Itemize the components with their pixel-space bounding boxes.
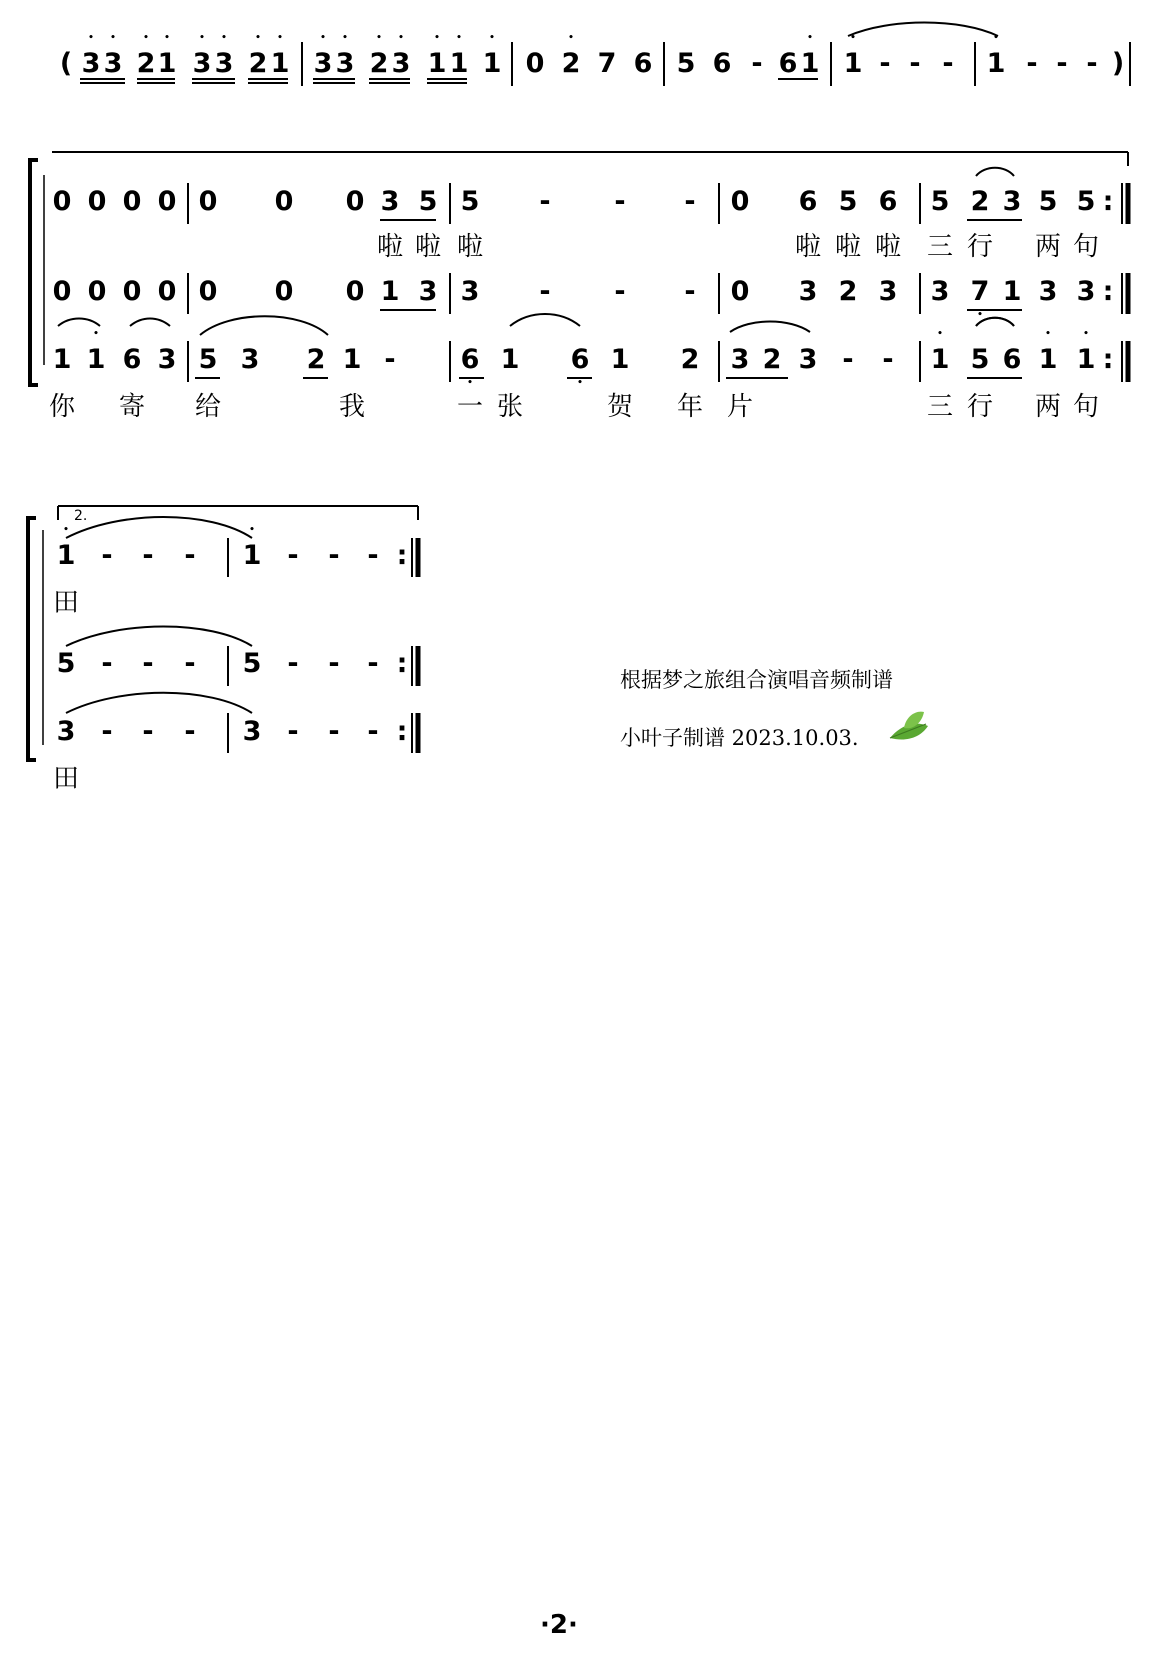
- note: 0: [122, 186, 142, 217]
- note: 6: [798, 186, 818, 217]
- note: 3: [1038, 276, 1058, 307]
- note: -: [142, 540, 154, 571]
- lyric: 啦: [874, 232, 902, 262]
- note: -: [367, 716, 379, 747]
- repeat-sign: :: [1102, 276, 1114, 307]
- note: 0: [274, 186, 294, 217]
- note: 6: [878, 186, 898, 217]
- note: 0: [274, 276, 294, 307]
- note: 1: [1002, 276, 1022, 307]
- note: 3: [157, 344, 177, 375]
- lyric: 片: [726, 392, 754, 422]
- note: • 2: [249, 48, 268, 80]
- lyric: 三: [926, 392, 954, 422]
- note: 1: [500, 344, 520, 375]
- lyric: 句: [1072, 392, 1100, 422]
- note: • 1: [1039, 344, 1058, 376]
- note: 3: [242, 716, 262, 747]
- note: 3: [798, 276, 818, 307]
- note: 3: [930, 276, 950, 307]
- note: 3: [460, 276, 480, 307]
- note: 6: [122, 344, 142, 375]
- note: 0: [87, 276, 107, 307]
- note: • 2: [562, 48, 581, 80]
- note: -: [142, 716, 154, 747]
- lyric: 两: [1034, 232, 1062, 262]
- note: 5: [1076, 186, 1096, 217]
- note: -: [879, 48, 891, 79]
- note: -: [184, 648, 196, 679]
- note: -: [614, 186, 626, 217]
- note: • 1: [801, 48, 820, 80]
- page-number: ·2·: [540, 1610, 578, 1640]
- volta-label: 2.: [74, 508, 88, 524]
- lyric: 两: [1034, 392, 1062, 422]
- note: 6: [633, 48, 653, 79]
- note: • 1: [271, 48, 290, 80]
- note: 3: [418, 276, 438, 307]
- note: 0: [157, 276, 177, 307]
- note: -: [384, 344, 396, 375]
- note: 0: [730, 186, 750, 217]
- leaf-icon: [890, 712, 928, 740]
- note: 6: [778, 48, 798, 79]
- lyric: 张: [496, 392, 524, 422]
- note: 3: [56, 716, 76, 747]
- note: 5: [418, 186, 438, 217]
- note: 7: [597, 48, 617, 79]
- lyric: 三: [926, 232, 954, 262]
- note: • 1: [931, 344, 950, 376]
- lyric: 你: [48, 392, 76, 422]
- note: -: [328, 716, 340, 747]
- note: • 1: [428, 48, 447, 80]
- repeat-sign: :: [396, 648, 408, 679]
- note: 0: [730, 276, 750, 307]
- credits-source: 根据梦之旅组合演唱音频制谱: [620, 668, 893, 692]
- note: -: [614, 276, 626, 307]
- note: 5: [56, 648, 76, 679]
- note: • 2: [370, 48, 389, 80]
- note: -: [1086, 48, 1098, 79]
- note: • 1: [987, 48, 1006, 80]
- note: -: [287, 648, 299, 679]
- repeat-sign: :: [1102, 344, 1114, 375]
- note: 6: [1002, 344, 1022, 375]
- note: • 3: [82, 48, 101, 80]
- note: -: [909, 48, 921, 79]
- note: 0: [198, 186, 218, 217]
- lyric: 贺: [606, 392, 634, 422]
- note: -: [539, 186, 551, 217]
- lyric: 年: [676, 392, 704, 422]
- note: • 3: [314, 48, 333, 80]
- note: -: [287, 716, 299, 747]
- note: -: [367, 648, 379, 679]
- note: 5: [930, 186, 950, 217]
- note: 6: [712, 48, 732, 79]
- note: -: [751, 48, 763, 79]
- note: 0: [52, 276, 72, 307]
- lyric: 给: [194, 392, 222, 422]
- note: • 1: [243, 540, 262, 572]
- note: 3: [240, 344, 260, 375]
- note: -: [184, 540, 196, 571]
- lyric: 啦: [834, 232, 862, 262]
- note: 5: [460, 186, 480, 217]
- note: 5: [242, 648, 262, 679]
- lyric: 啦: [414, 232, 442, 262]
- note: • 2: [137, 48, 156, 80]
- note: -: [1056, 48, 1068, 79]
- intro-close-paren: ): [1111, 48, 1125, 79]
- lyric: 句: [1072, 232, 1100, 262]
- lyric: 我: [338, 392, 366, 422]
- note: -: [184, 716, 196, 747]
- lyric: 田: [52, 764, 80, 794]
- note: -: [367, 540, 379, 571]
- note: -: [539, 276, 551, 307]
- credits-author: 小叶子制谱 2023.10.03.: [620, 726, 859, 750]
- lyric: 行: [966, 392, 994, 422]
- note: 0: [345, 276, 365, 307]
- note: 0: [157, 186, 177, 217]
- note: • 1: [87, 344, 106, 376]
- note: 1: [380, 276, 400, 307]
- note: 0: [525, 48, 545, 79]
- note: • 3: [336, 48, 355, 80]
- note: • 3: [193, 48, 212, 80]
- note: 0: [198, 276, 218, 307]
- repeat-sign: :: [396, 540, 408, 571]
- note: -: [328, 648, 340, 679]
- note: -: [142, 648, 154, 679]
- note: -: [328, 540, 340, 571]
- note: 0: [87, 186, 107, 217]
- note: • 1: [844, 48, 863, 80]
- note: -: [684, 276, 696, 307]
- note: 1: [610, 344, 630, 375]
- lyric: 田: [52, 588, 80, 618]
- lyric: 啦: [794, 232, 822, 262]
- lyric: 啦: [376, 232, 404, 262]
- note: -: [1026, 48, 1038, 79]
- repeat-sign: :: [396, 716, 408, 747]
- note: 0: [122, 276, 142, 307]
- note: -: [882, 344, 894, 375]
- note: -: [287, 540, 299, 571]
- note: • 3: [392, 48, 411, 80]
- note: 2: [970, 186, 990, 217]
- note: 1: [342, 344, 362, 375]
- note: 0: [52, 186, 72, 217]
- note: • 1: [158, 48, 177, 80]
- note: 3: [380, 186, 400, 217]
- note: • 3: [104, 48, 123, 80]
- note: • 1: [1077, 344, 1096, 376]
- note: 7 •: [971, 276, 990, 308]
- lyric: 啦: [456, 232, 484, 262]
- note: -: [101, 716, 113, 747]
- note: • 1: [450, 48, 469, 80]
- lyric: 寄: [118, 392, 146, 422]
- note: 3: [1002, 186, 1022, 217]
- note: 0: [345, 186, 365, 217]
- note: -: [842, 344, 854, 375]
- note: • 1: [57, 540, 76, 572]
- note: 3: [878, 276, 898, 307]
- note: -: [101, 540, 113, 571]
- note: 3: [1076, 276, 1096, 307]
- note: 5: [198, 344, 218, 375]
- note: • 3: [215, 48, 234, 80]
- note: • 1: [483, 48, 502, 80]
- lyric: 行: [966, 232, 994, 262]
- note: 2: [838, 276, 858, 307]
- note: 5: [970, 344, 990, 375]
- note: -: [101, 648, 113, 679]
- note: 1: [52, 344, 72, 375]
- lyric: 一: [456, 392, 484, 422]
- note: 2: [306, 344, 326, 375]
- note: -: [942, 48, 954, 79]
- note: 6 •: [571, 344, 590, 376]
- note: 6 •: [461, 344, 480, 376]
- note: 5: [1038, 186, 1058, 217]
- intro-open-paren: (: [59, 48, 73, 79]
- note: 2: [680, 344, 700, 375]
- note: 5: [676, 48, 696, 79]
- note: 3: [730, 344, 750, 375]
- note: 3: [798, 344, 818, 375]
- note: 2: [762, 344, 782, 375]
- note: 5: [838, 186, 858, 217]
- repeat-sign: :: [1102, 186, 1114, 217]
- note: -: [684, 186, 696, 217]
